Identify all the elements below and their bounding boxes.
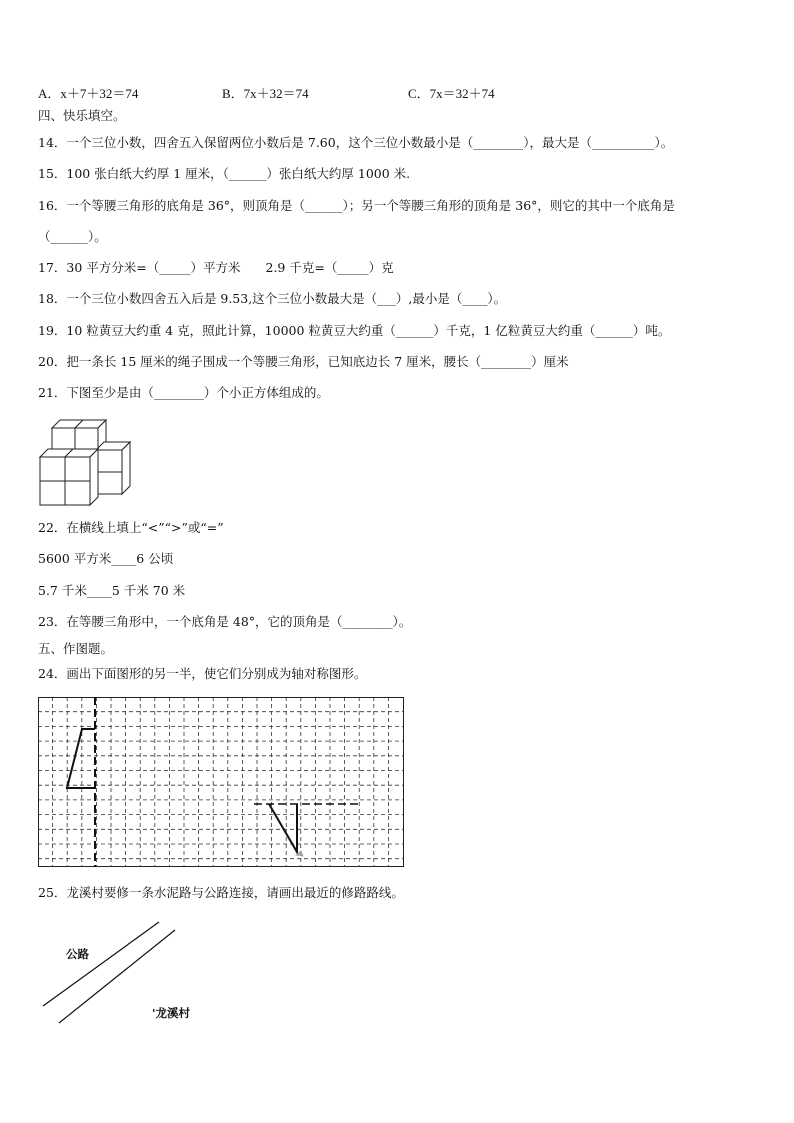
question-25: 25．龙溪村要修一条水泥路与公路连接，请画出最近的修路路线。 xyxy=(38,885,404,900)
question-14: 14．一个三位小数，四舍五入保留两位小数后是 7.60，这个三位小数最小是（________），最大是（__________）。 xyxy=(38,135,674,150)
cube-stack-figure xyxy=(36,414,140,508)
question-22-item-2: 5.7 千米____5 千米 70 米 xyxy=(38,583,186,598)
road-label: 公路 xyxy=(66,947,89,961)
question-16-line-2: （______）。 xyxy=(38,229,107,244)
section-4-heading: 四、快乐填空。 xyxy=(38,108,126,123)
option-a: A．x＋7＋32＝74 xyxy=(38,86,139,101)
question-21: 21．下图至少是由（________）个小正方体组成的。 xyxy=(38,385,329,400)
section-5-heading: 五、作图题。 xyxy=(38,641,114,656)
question-20: 20．把一条长 15 厘米的绳子围成一个等腰三角形，已知底边长 7 厘米，腰长（________）厘米 xyxy=(38,354,569,369)
symmetry-grid xyxy=(38,697,404,867)
question-22-item-1: 5600 平方米____6 公顷 xyxy=(38,551,174,566)
question-15: 15．100 张白纸大约厚 1 厘米，（______）张白纸大约厚 1000 米. xyxy=(38,166,411,181)
option-b: B．7x＋32＝74 xyxy=(222,86,309,101)
question-16-line-1: 16．一个等腰三角形的底角是 36°，则顶角是（______）；另一个等腰三角形的顶角是 36°，则它的其中一个底角是 xyxy=(38,198,675,213)
question-23: 23．在等腰三角形中，一个底角是 48°，它的顶角是（________）。 xyxy=(38,614,412,629)
option-c: C．7x＝32＋74 xyxy=(408,86,495,101)
question-24: 24．画出下面图形的另一半，使它们分别成为轴对称图形。 xyxy=(38,666,367,681)
question-18: 18．一个三位小数四舍五入后是 9.53,这个三位小数最大是（___）,最小是（____）。 xyxy=(38,291,507,306)
village-label: '龙溪村 xyxy=(152,1006,191,1020)
question-19: 19．10 粒黄豆大约重 4 克，照此计算，10000 粒黄豆大约重（______）千克，1 亿粒黄豆大约重（______）吨。 xyxy=(38,323,671,338)
question-22: 22．在横线上填上“<”“>”或“=” xyxy=(38,520,224,535)
question-17: 17．30 平方分米=（_____）平方米 2.9 千克=（_____）克 xyxy=(38,260,394,275)
